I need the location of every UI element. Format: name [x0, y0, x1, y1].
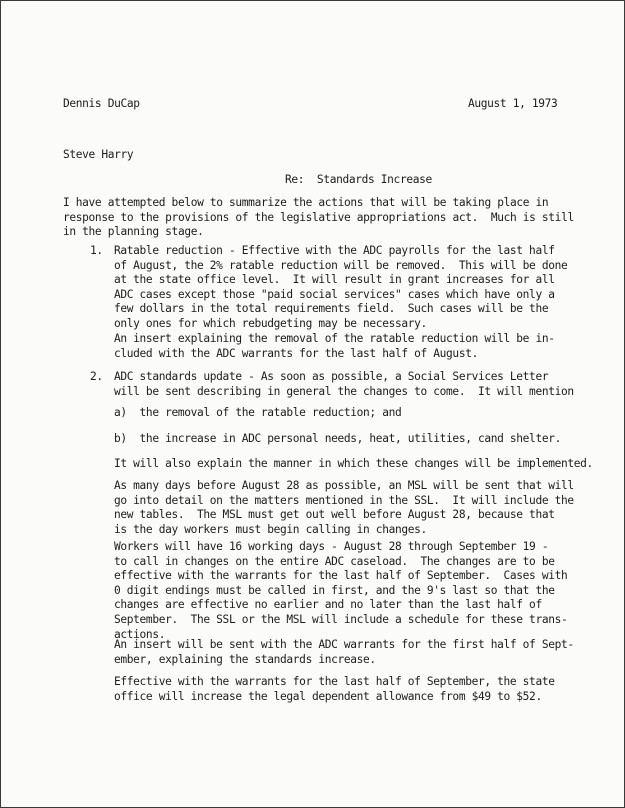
item-2-line: go into detail on the matters mentioned in the SSL. It will include the: [114, 493, 574, 507]
item-2-line: actions.: [114, 627, 166, 641]
item-2-paragraph-2: It will also explain the manner in which these changes will be implemented.: [114, 457, 593, 470]
item-2-paragraph-4: [114, 540, 567, 642]
item-2-line: 0 digit endings must be called in first, and the 9's last so that the: [114, 583, 555, 597]
intro-line: in the planning stage.: [63, 225, 204, 239]
item-2-line: ember, explaining the standards increase.: [114, 652, 376, 666]
intro-paragraph: [63, 196, 574, 240]
item-2-line: to call in changes on the entire ADC caseload. The changes are to be: [114, 554, 555, 568]
item-2-line: changes are effective no earlier and no later than the last half of: [114, 598, 542, 612]
item-2-line: An insert will be sent with the ADC warrants for the first half of Sept-: [114, 638, 574, 651]
item-2-paragraph-3: [114, 479, 574, 537]
item-1-line: few dollars in the total requirements field. Such cases will be the: [114, 302, 549, 316]
item-2-paragraph-5: [114, 638, 574, 667]
item-2-paragraph-1: [114, 370, 574, 399]
intro-line: response to the provisions of the legislative appropriations act. Much is still: [63, 210, 574, 224]
item-2-number: 2.: [90, 370, 103, 383]
intro-line: I have attempted below to summarize the actions that will be taking place in: [63, 196, 549, 209]
item-1-line: ADC cases except those "paid social services" cases which have only a: [114, 287, 555, 301]
item-2-paragraph-6: [114, 675, 555, 704]
item-2-line: is the day workers must begin calling in changes.: [114, 522, 427, 536]
item-2-line: Effective with the warrants for the last half of September, the state: [114, 675, 555, 688]
item-2-sub-a: a) the removal of the ratable reduction; and: [114, 406, 402, 419]
item-2-line: new tables. The MSL must get out well before August 28, because that: [114, 508, 555, 522]
item-2-line: Workers will have 16 working days - August 28 through September 19 -: [114, 540, 549, 553]
item-1-number: 1.: [90, 244, 103, 257]
item-2-line: effective with the warrants for the last half of September. Cases with: [114, 569, 568, 583]
item-1-paragraph-1: [114, 244, 567, 332]
item-2-line: As many days before August 28 as possible, an MSL will be sent that will: [114, 479, 574, 492]
item-1-line: cluded with the ADC warrants for the last half of August.: [114, 346, 478, 360]
item-2-line: ADC standards update - As soon as possible, a Social Services Letter: [114, 370, 549, 383]
item-2-sub-b: b) the increase in ADC personal needs, heat, utilities, cand shelter.: [114, 432, 561, 445]
item-1-line: only ones for which rebudgeting may be necessary.: [114, 316, 427, 330]
item-2-line: will be sent describing in general the changes to come. It will mention: [114, 384, 574, 398]
memo-to: Steve Harry: [63, 148, 134, 161]
item-1-line: An insert explaining the removal of the ratable reduction will be in-: [114, 332, 555, 345]
item-1-paragraph-2: [114, 332, 555, 361]
memo-from: Dennis DuCap: [63, 97, 140, 110]
item-2-line: September. The SSL or the MSL will include a schedule for these trans-: [114, 612, 568, 626]
item-1-line: Ratable reduction - Effective with the ADC payrolls for the last half: [114, 244, 555, 257]
item-1-line: of August, the 2% ratable reduction will be removed. This will be done: [114, 258, 568, 272]
memo-date: August 1, 1973: [468, 97, 558, 110]
item-1-line: at the state office level. It will result in grant increases for all: [114, 273, 555, 287]
item-2-line: office will increase the legal dependent allowance from $49 to $52.: [114, 689, 542, 703]
memo-subject: Re: Standards Increase: [285, 173, 432, 186]
